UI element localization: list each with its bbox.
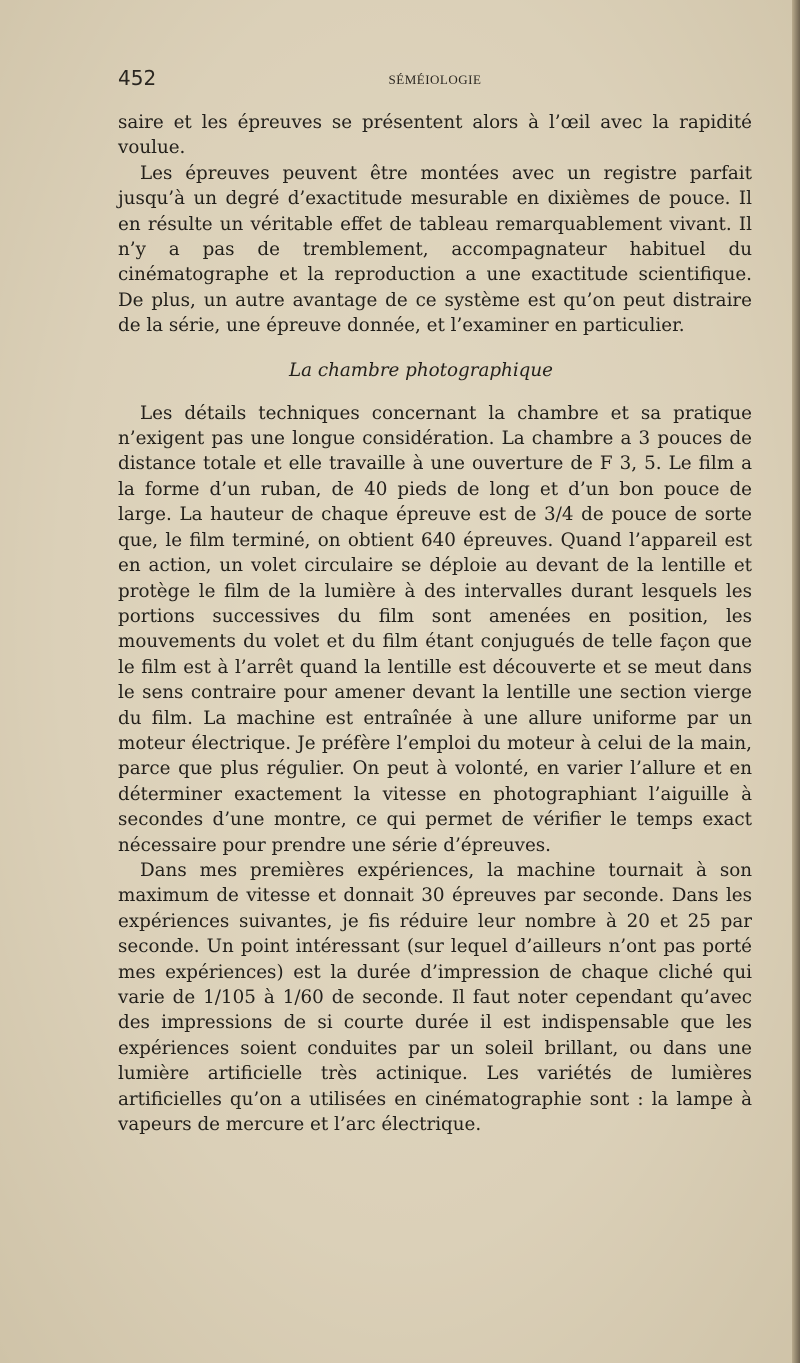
page-header	[118, 66, 752, 100]
paragraph: Les épreuves peuvent être montées avec un registre parfait jusqu’à un degré d’exactitude mesurable en dixièmes de pouce. Il en résulte un véritable effet de tableau remarquablement vivant. Il n’y a pas de tremblement, accompagnateur habituel du cinématographe et la reproduction a une exactitude scientifique. De plus, un autre avantage de ce système est qu’on peut distraire de la série, une épreuve donnée, et l’examiner en particulier.	[118, 162, 752, 337]
section-title: La chambre photographique	[289, 359, 553, 381]
paragraph-continuation: saire et les épreuves se présentent alors à l’œil avec la rapidité voulue.	[118, 112, 752, 159]
body-text	[118, 110, 752, 1137]
paragraph: Les détails techniques concernant la chambre et sa pratique n’exigent pas une longue considération. La chambre a 3 pouces de distance totale et elle travaille à une ouverture de F 3, 5. Le film a la forme d’un ruban, de 40 pieds de long et d’un bon pouce de large. La hauteur de chaque épreuve est de 3/4 de pouce de sorte que, le film terminé, on obtient 640 épreuves. Quand l’appareil est en action, un volet circulaire se déploie au devant de la lentille et protège le film de la lumière à des intervalles durant lesquels les portions successives du film sont amenées en position, les mouvements du volet et du film étant conjugués de telle façon que le film est à l’arrêt quand la lentille est découverte et se meut dans le sens contraire pour amener devant la lentille une section vierge du film. La machine est entraînée à une allure uniforme par un moteur électrique. Je préfère l’emploi du moteur à celui de la main, parce que plus régulier. On peut à volonté, en varier l’allure et en déterminer exactement la vitesse en photographiant l’aiguille à secondes d’une montre, ce qui permet de vérifier le temps exact nécessaire pour prendre une série d’épreuves.	[118, 402, 752, 856]
page-number: 452	[118, 66, 157, 90]
running-head: SÉMÉIOLOGIE	[388, 72, 482, 87]
page-edge-shadow	[792, 0, 800, 1363]
paragraph: Dans mes premières expériences, la machine tournait à son maximum de vitesse et donnait 30 épreuves par seconde. Dans les expériences suivantes, je fis réduire leur nombre à 20 et 25 par seconde. Un point intéressant (sur lequel d’ailleurs n’ont pas porté mes expériences) est la durée d’impression de chaque cliché qui varie de 1/105 à 1/60 de seconde. Il faut noter cependant qu’avec des impressions de si courte durée il est indispensable que les expériences soient conduites par un soleil brillant, ou dans une lumière artificielle très actinique. Les variétés de lumières artificielles qu’on a utilisées en cinématographie sont : la lampe à vapeurs de mercure et l’arc électrique.	[118, 859, 752, 1136]
